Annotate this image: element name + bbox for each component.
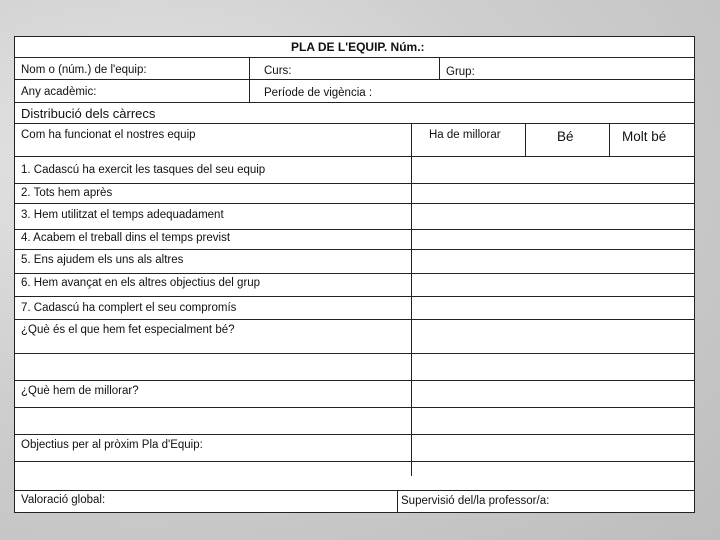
divider — [15, 296, 694, 297]
column-good: Bé — [557, 129, 574, 144]
next-plan-label: Objectius per al pròxim Pla d'Equip: — [21, 439, 203, 451]
divider — [15, 434, 694, 435]
divider — [15, 353, 694, 354]
course-label: Curs: — [264, 65, 292, 77]
divider — [15, 203, 694, 204]
column-very-good: Molt bé — [622, 129, 667, 144]
divider — [15, 490, 694, 491]
divider — [15, 229, 694, 230]
divider — [15, 79, 694, 80]
divider — [15, 249, 694, 250]
divider — [15, 380, 694, 381]
divider — [15, 102, 694, 103]
validity-period-label: Període de vigència : — [264, 87, 373, 99]
criterion-row: 2. Tots hem après — [21, 187, 113, 199]
criterion-row: 7. Cadascú ha complert el seu compromís — [21, 302, 237, 314]
global-rating-label: Valoració global: — [21, 494, 106, 506]
criterion-row: 1. Cadascú ha exercit les tasques del seu equip — [21, 164, 266, 176]
divider — [397, 490, 398, 512]
team-name-label: Nom o (núm.) de l'equip: — [21, 64, 147, 76]
roles-heading: Distribució dels càrrecs — [21, 106, 156, 121]
divider — [525, 123, 526, 156]
evaluation-heading: Com ha funcionat el nostres equip — [21, 129, 196, 141]
divider — [15, 183, 694, 184]
divider — [15, 156, 694, 157]
criterion-row: 3. Hem utilitzat el temps adequadament — [21, 209, 224, 221]
criterion-row: 5. Ens ajudem els uns als altres — [21, 254, 184, 266]
divider — [411, 123, 412, 476]
criterion-row: 4. Acabem el treball dins el temps previst — [21, 232, 231, 244]
divider — [15, 319, 694, 320]
done-well-question: ¿Què és el que hem fet especialment bé? — [21, 324, 235, 336]
divider — [15, 273, 694, 274]
divider — [609, 123, 610, 156]
criterion-row: 6. Hem avançat en els altres objectius del grup — [21, 277, 261, 289]
group-label: Grup: — [446, 66, 475, 78]
divider — [15, 57, 694, 58]
improve-question: ¿Què hem de millorar? — [21, 385, 139, 397]
teacher-supervision-label: Supervisió del/la professor/a: — [401, 495, 550, 507]
form-title: PLA DE L'EQUIP. Núm.: — [291, 40, 425, 54]
team-plan-form — [14, 36, 695, 513]
divider — [15, 461, 694, 462]
divider — [439, 57, 440, 79]
column-needs-improvement: Ha de millorar — [429, 129, 501, 141]
divider — [15, 123, 694, 124]
divider — [15, 407, 694, 408]
academic-year-label: Any acadèmic: — [21, 86, 97, 98]
